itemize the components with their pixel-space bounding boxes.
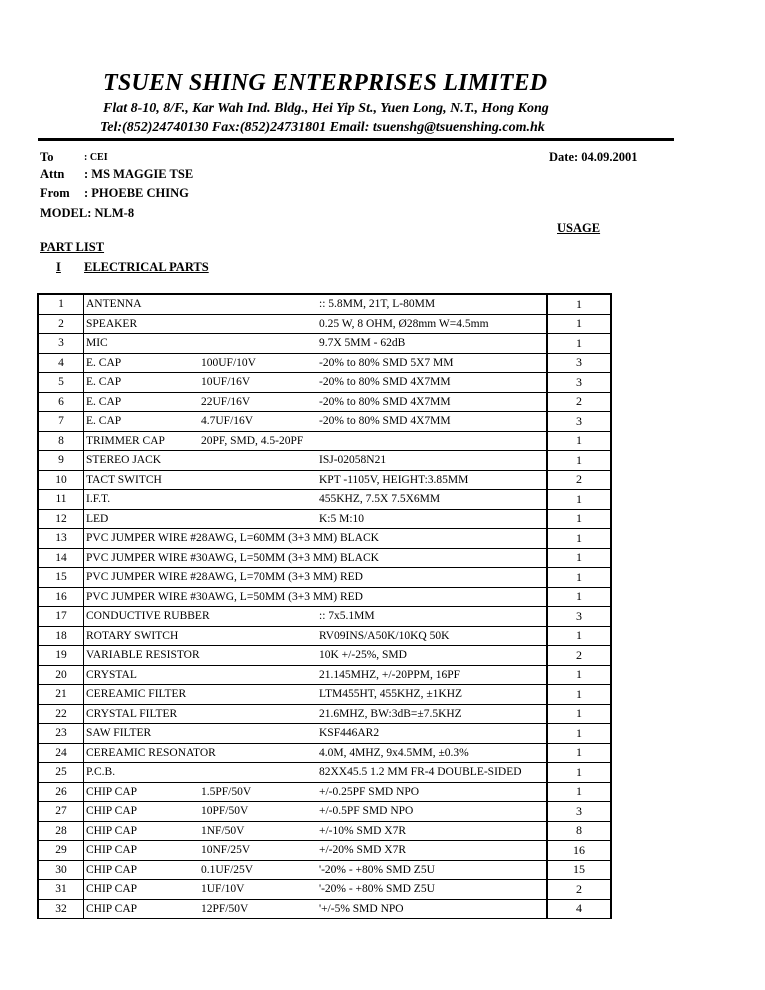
part-usage: 1 bbox=[547, 724, 611, 744]
table-row bbox=[38, 841, 611, 861]
table-row bbox=[38, 490, 611, 510]
part-description bbox=[84, 431, 548, 451]
part-usage: 1 bbox=[547, 704, 611, 724]
part-number: 30 bbox=[38, 860, 84, 880]
date: Date: 04.09.2001 bbox=[549, 150, 638, 164]
part-description bbox=[84, 685, 548, 705]
part-value: 1.5PF/50V bbox=[201, 785, 252, 798]
part-number: 25 bbox=[38, 763, 84, 783]
table-row bbox=[38, 334, 611, 354]
part-value: 1UF/10V bbox=[201, 883, 245, 895]
company-contact: Tel:(852)24740130 Fax:(852)24731801 Email: tsuenshg@tsuenshing.com.hk bbox=[100, 120, 545, 135]
part-spec: 21.6MHZ, BW:3dB=±7.5KHZ bbox=[319, 707, 462, 720]
part-spec: 10K +/-25%, SMD bbox=[319, 649, 407, 661]
part-name: E. CAP bbox=[86, 356, 122, 369]
part-spec: -20% to 80% SMD 5X7 MM bbox=[319, 356, 454, 369]
part-usage: 15 bbox=[547, 860, 611, 880]
model-label: MODEL: NLM-8 bbox=[40, 206, 135, 220]
part-value: 0.1UF/25V bbox=[201, 863, 254, 876]
company-name: TSUEN SHING ENTERPRISES LIMITED bbox=[103, 70, 548, 96]
part-usage: 1 bbox=[547, 685, 611, 705]
part-name: PVC JUMPER WIRE #30AWG, L=50MM (3+3 MM) BLACK bbox=[86, 551, 379, 564]
part-spec: +/-0.25PF SMD NPO bbox=[319, 785, 420, 798]
part-description bbox=[84, 451, 548, 471]
part-usage: 4 bbox=[547, 899, 611, 919]
part-list-label: PART LIST bbox=[40, 240, 105, 254]
part-value: 10UF/16V bbox=[201, 376, 251, 388]
table-row bbox=[38, 587, 611, 607]
part-usage: 1 bbox=[547, 626, 611, 646]
part-description bbox=[84, 568, 548, 588]
part-usage: 1 bbox=[547, 665, 611, 685]
table-row bbox=[38, 724, 611, 744]
section-title: ELECTRICAL PARTS bbox=[84, 260, 209, 274]
part-spec: :: 5.8MM, 21T, L-80MM bbox=[319, 298, 436, 310]
part-name: LED bbox=[86, 512, 109, 525]
part-name: E. CAP bbox=[86, 376, 122, 388]
part-description bbox=[84, 353, 548, 373]
part-description bbox=[84, 743, 548, 763]
part-number: 21 bbox=[38, 685, 84, 705]
usage-label: USAGE bbox=[557, 221, 601, 235]
part-spec: +/-20% SMD X7R bbox=[319, 844, 406, 856]
part-name: SPEAKER bbox=[86, 317, 138, 330]
part-name: CHIP CAP bbox=[86, 805, 138, 817]
part-name: PVC JUMPER WIRE #28AWG, L=60MM (3+3 MM) BLACK bbox=[86, 532, 379, 544]
part-description bbox=[84, 607, 548, 627]
part-description bbox=[84, 470, 548, 490]
part-name: E. CAP bbox=[86, 415, 122, 427]
part-name: TACT SWITCH bbox=[86, 473, 162, 486]
part-spec: 0.25 W, 8 OHM, Ø28mm W=4.5mm bbox=[319, 317, 489, 330]
part-name: CHIP CAP bbox=[86, 785, 138, 798]
table-row bbox=[38, 665, 611, 685]
part-usage: 3 bbox=[547, 373, 611, 393]
part-spec: -20% to 80% SMD 4X7MM bbox=[319, 376, 451, 388]
part-description bbox=[84, 704, 548, 724]
part-usage: 3 bbox=[547, 412, 611, 432]
part-number: 16 bbox=[38, 587, 84, 607]
table-row bbox=[38, 821, 611, 841]
part-value: 22UF/16V bbox=[201, 395, 251, 408]
part-usage: 1 bbox=[547, 431, 611, 451]
part-number: 19 bbox=[38, 646, 84, 666]
part-description bbox=[84, 314, 548, 334]
part-spec: KSF446AR2 bbox=[319, 727, 380, 739]
part-description bbox=[84, 899, 548, 919]
part-spec: 4.0M, 4MHZ, 9x4.5MM, ±0.3% bbox=[319, 746, 469, 759]
part-spec: 21.145MHZ, +/-20PPM, 16PF bbox=[319, 668, 460, 681]
part-usage: 1 bbox=[547, 568, 611, 588]
part-name: CHIP CAP bbox=[86, 863, 138, 876]
part-description bbox=[84, 334, 548, 354]
part-usage: 8 bbox=[547, 821, 611, 841]
part-number: 18 bbox=[38, 626, 84, 646]
to-label: To bbox=[40, 150, 54, 164]
part-spec: 82XX45.5 1.2 MM FR-4 DOUBLE-SIDED bbox=[319, 766, 522, 778]
part-number: 27 bbox=[38, 802, 84, 822]
part-usage: 1 bbox=[547, 509, 611, 529]
part-name: CRYSTAL bbox=[86, 668, 137, 681]
part-number: 5 bbox=[38, 373, 84, 393]
part-number: 9 bbox=[38, 451, 84, 471]
part-name: MIC bbox=[86, 337, 108, 349]
part-usage: 1 bbox=[547, 587, 611, 607]
table-row bbox=[38, 373, 611, 393]
table-row bbox=[38, 451, 611, 471]
part-name: CHIP CAP bbox=[86, 883, 138, 895]
part-usage: 1 bbox=[547, 763, 611, 783]
part-name: VARIABLE RESISTOR bbox=[86, 649, 200, 661]
table-row bbox=[38, 743, 611, 763]
table-row bbox=[38, 880, 611, 900]
part-description bbox=[84, 646, 548, 666]
from-value: : PHOEBE CHING bbox=[84, 186, 189, 200]
part-spec: -20% to 80% SMD 4X7MM bbox=[319, 415, 451, 427]
part-spec: '-20% - +80% SMD Z5U bbox=[319, 863, 435, 876]
part-spec: 455KHZ, 7.5X 7.5X6MM bbox=[319, 493, 441, 505]
part-number: 17 bbox=[38, 607, 84, 627]
table-row bbox=[38, 802, 611, 822]
attn-value: : MS MAGGIE TSE bbox=[84, 167, 194, 181]
part-usage: 3 bbox=[547, 802, 611, 822]
part-usage: 2 bbox=[547, 646, 611, 666]
table-row bbox=[38, 314, 611, 334]
part-name: E. CAP bbox=[86, 395, 122, 408]
part-description bbox=[84, 373, 548, 393]
part-description bbox=[84, 490, 548, 510]
part-name: PVC JUMPER WIRE #28AWG, L=70MM (3+3 MM) RED bbox=[86, 571, 363, 583]
part-spec: '+/-5% SMD NPO bbox=[319, 902, 404, 915]
part-name: STEREO JACK bbox=[86, 454, 162, 466]
part-name: PVC JUMPER WIRE #30AWG, L=50MM (3+3 MM) RED bbox=[86, 590, 363, 603]
attn-label: Attn bbox=[40, 167, 65, 181]
part-number: 12 bbox=[38, 509, 84, 529]
table-row bbox=[38, 646, 611, 666]
part-spec: :: 7x5.1MM bbox=[319, 610, 375, 622]
part-value: 4.7UF/16V bbox=[201, 415, 254, 427]
table-row bbox=[38, 353, 611, 373]
part-number: 6 bbox=[38, 392, 84, 412]
table-row bbox=[38, 860, 611, 880]
part-number: 13 bbox=[38, 529, 84, 549]
part-name: CONDUCTIVE RUBBER bbox=[86, 610, 210, 622]
table-row bbox=[38, 685, 611, 705]
part-description bbox=[84, 392, 548, 412]
part-spec: LTM455HT, 455KHZ, ±1KHZ bbox=[319, 688, 463, 700]
parts-table bbox=[37, 293, 612, 919]
part-usage: 1 bbox=[547, 314, 611, 334]
part-description bbox=[84, 880, 548, 900]
section-numeral: I bbox=[56, 260, 61, 274]
part-number: 28 bbox=[38, 821, 84, 841]
part-description bbox=[84, 509, 548, 529]
table-row bbox=[38, 607, 611, 627]
part-description bbox=[84, 802, 548, 822]
part-spec: RV09INS/A50K/10KQ 50K bbox=[319, 629, 450, 642]
part-name: CHIP CAP bbox=[86, 824, 138, 837]
part-number: 8 bbox=[38, 431, 84, 451]
table-row bbox=[38, 392, 611, 412]
part-number: 4 bbox=[38, 353, 84, 373]
part-usage: 2 bbox=[547, 392, 611, 412]
part-usage: 1 bbox=[547, 782, 611, 802]
part-number: 23 bbox=[38, 724, 84, 744]
part-usage: 1 bbox=[547, 451, 611, 471]
part-usage: 16 bbox=[547, 841, 611, 861]
part-number: 15 bbox=[38, 568, 84, 588]
table-row bbox=[38, 704, 611, 724]
part-spec: '-20% - +80% SMD Z5U bbox=[319, 883, 435, 895]
part-number: 31 bbox=[38, 880, 84, 900]
table-row bbox=[38, 509, 611, 529]
part-value: 10PF/50V bbox=[201, 805, 249, 817]
part-number: 11 bbox=[38, 490, 84, 510]
table-row bbox=[38, 294, 611, 314]
part-usage: 3 bbox=[547, 607, 611, 627]
part-number: 14 bbox=[38, 548, 84, 568]
part-name: CHIP CAP bbox=[86, 844, 138, 856]
table-row bbox=[38, 626, 611, 646]
part-description bbox=[84, 841, 548, 861]
table-row bbox=[38, 763, 611, 783]
part-spec: K:5 M:10 bbox=[319, 512, 365, 525]
part-description bbox=[84, 529, 548, 549]
part-value: 20PF, SMD, 4.5-20PF bbox=[201, 434, 304, 447]
to-value: : CEI bbox=[84, 152, 108, 163]
part-spec: -20% to 80% SMD 4X7MM bbox=[319, 395, 451, 408]
part-number: 29 bbox=[38, 841, 84, 861]
part-name: CEREAMIC RESONATOR bbox=[86, 746, 216, 759]
part-description bbox=[84, 548, 548, 568]
part-description bbox=[84, 294, 548, 314]
part-description bbox=[84, 763, 548, 783]
part-name: I.F.T. bbox=[86, 493, 111, 505]
part-usage: 1 bbox=[547, 294, 611, 314]
part-number: 1 bbox=[38, 294, 84, 314]
part-number: 10 bbox=[38, 470, 84, 490]
company-address: Flat 8-10, 8/F., Kar Wah Ind. Bldg., Hei Yip St., Yuen Long, N.T., Hong Kong bbox=[103, 101, 549, 116]
part-description bbox=[84, 587, 548, 607]
part-usage: 2 bbox=[547, 880, 611, 900]
part-value: 12PF/50V bbox=[201, 902, 249, 915]
table-row bbox=[38, 548, 611, 568]
part-usage: 3 bbox=[547, 353, 611, 373]
part-value: 10NF/25V bbox=[201, 844, 251, 856]
part-usage: 1 bbox=[547, 743, 611, 763]
table-row bbox=[38, 470, 611, 490]
table-row bbox=[38, 412, 611, 432]
part-usage: 1 bbox=[547, 548, 611, 568]
table-row bbox=[38, 782, 611, 802]
part-value: 100UF/10V bbox=[201, 356, 256, 369]
parts-table-body bbox=[38, 294, 611, 919]
table-row bbox=[38, 431, 611, 451]
part-usage: 1 bbox=[547, 490, 611, 510]
part-name: CEREAMIC FILTER bbox=[86, 688, 187, 700]
part-number: 26 bbox=[38, 782, 84, 802]
part-value: 1NF/50V bbox=[201, 824, 245, 837]
part-usage: 1 bbox=[547, 529, 611, 549]
from-label: From bbox=[40, 186, 70, 200]
table-row bbox=[38, 529, 611, 549]
part-usage: 2 bbox=[547, 470, 611, 490]
part-description bbox=[84, 665, 548, 685]
part-number: 2 bbox=[38, 314, 84, 334]
part-name: P.C.B. bbox=[86, 766, 116, 778]
part-number: 20 bbox=[38, 665, 84, 685]
part-name: ANTENNA bbox=[86, 298, 142, 310]
part-description bbox=[84, 724, 548, 744]
part-description bbox=[84, 412, 548, 432]
part-spec: +/-0.5PF SMD NPO bbox=[319, 805, 414, 817]
table-row bbox=[38, 568, 611, 588]
part-number: 22 bbox=[38, 704, 84, 724]
part-description bbox=[84, 821, 548, 841]
part-name: CRYSTAL FILTER bbox=[86, 707, 178, 720]
part-name: ROTARY SWITCH bbox=[86, 629, 179, 642]
part-name: SAW FILTER bbox=[86, 727, 152, 739]
part-description bbox=[84, 626, 548, 646]
part-spec: +/-10% SMD X7R bbox=[319, 824, 406, 837]
table-row bbox=[38, 899, 611, 919]
part-name: TRIMMER CAP bbox=[86, 434, 165, 447]
part-number: 7 bbox=[38, 412, 84, 432]
part-spec: ISJ-02058N21 bbox=[319, 454, 387, 466]
part-usage: 1 bbox=[547, 334, 611, 354]
header-rule bbox=[38, 138, 674, 141]
part-description bbox=[84, 782, 548, 802]
part-description bbox=[84, 860, 548, 880]
part-spec: 9.7X 5MM - 62dB bbox=[319, 337, 406, 349]
part-name: CHIP CAP bbox=[86, 902, 138, 915]
part-spec: KPT -1105V, HEIGHT:3.85MM bbox=[319, 473, 469, 486]
part-number: 3 bbox=[38, 334, 84, 354]
part-number: 32 bbox=[38, 899, 84, 919]
part-number: 24 bbox=[38, 743, 84, 763]
